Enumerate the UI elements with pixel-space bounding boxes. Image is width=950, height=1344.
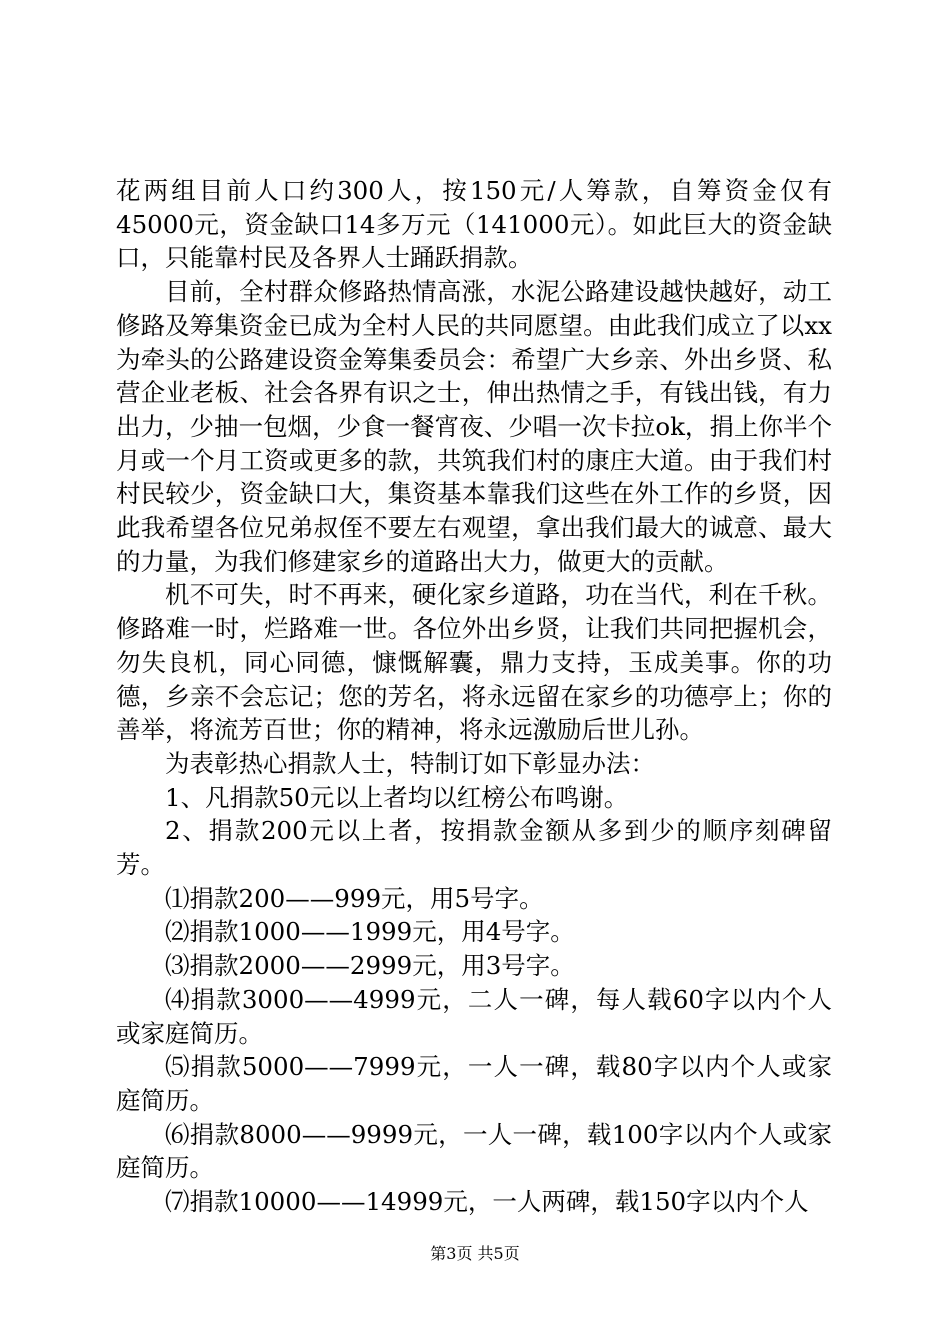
tier-item-5: ⑸捐款5000——7999元，一人一碑，载80字以内个人或家庭简历。	[116, 1052, 832, 1115]
tier-item-7: ⑺捐款10000——14999元，一人两碑，载150字以内个人	[165, 1187, 809, 1217]
page-footer: 第3页 共5页	[430, 1244, 520, 1263]
paragraph-appeal: 目前，全村群众修路热情高涨，水泥公路建设越快越好，动工修路及筹集资金已成为全村人民的共同愿望。由此我们成立了以xx为牵头的公路建设资金筹集委员会：希望广大乡亲、外出乡贤、私营企业老板、社会各界有识之士，伸出热情之手，有钱出钱，有力出力，少抽一包烟，少食一餐宵夜、少唱一次卡拉ok，捐上你半个月或一个月工资或更多的款，共筑我们村的康庄大道。由于我们村村民较少，资金缺口大，集资基本靠我们这些在外工作的乡贤，因此我希望各位兄弟叔侄不要左右观望，拿出我们最大的诚意、最大的力量，为我们修建家乡的道路出大力，做更大的贡献。	[116, 277, 832, 576]
tier-item-1: ⑴捐款200——999元，用5号字。	[165, 883, 544, 913]
paragraph-commendation-intro: 为表彰热心捐款人士，特制订如下彰显办法：	[165, 748, 655, 778]
tier-item-4: ⑷捐款3000——4999元，二人一碑，每人载60字以内个人或家庭简历。	[116, 984, 832, 1048]
rule-item-2: 2、捐款200元以上者，按捐款金额从多到少的顺序刻碑留芳。	[116, 816, 832, 880]
paragraph-opportunity: 机不可失，时不再来，硬化家乡道路，功在当代，利在千秋。修路难一时，烂路难一世。各位外出乡贤，让我们共同把握机会，勿失良机，同心同德，慷慨解囊，鼎力支持，玉成美事。你的功德，乡亲不会忘记；您的芳名，将永远留在家乡的功德亭上；你的善举，将流芳百世；你的精神，将永远激励后世儿孙。	[116, 580, 832, 745]
paragraph-funding-gap: 花两组目前人口约300人，按150元/人筹款，自筹资金仅有45000元，资金缺口14多万元（141000元）。如此巨大的资金缺口，只能靠村民及各界人士踊跃捐款。	[116, 176, 832, 273]
tier-item-6: ⑹捐款8000——9999元，一人一碑，载100字以内个人或家庭简历。	[116, 1119, 832, 1183]
rule-item-1: 1、凡捐款50元以上者均以红榜公布鸣谢。	[165, 782, 629, 812]
tier-item-2: ⑵捐款1000——1999元，用4号字。	[165, 917, 575, 947]
body-text	[116, 174, 832, 1219]
tier-item-3: ⑶捐款2000——2999元，用3号字。	[165, 951, 575, 981]
